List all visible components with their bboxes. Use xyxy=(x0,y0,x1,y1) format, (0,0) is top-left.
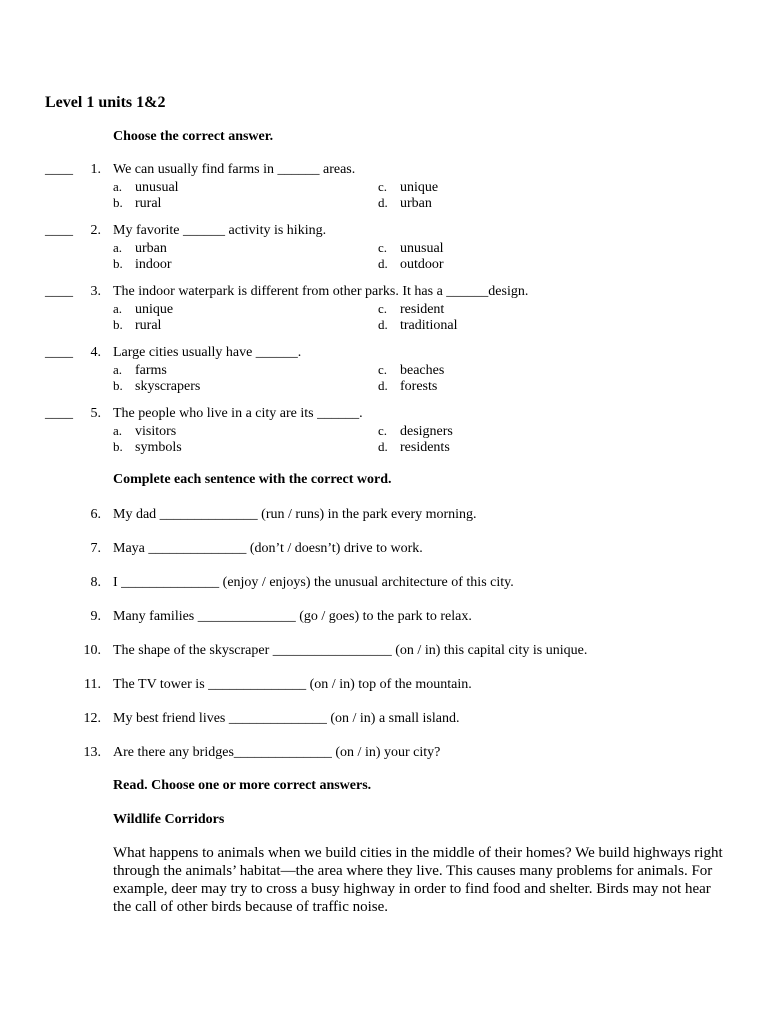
option-letter: c. xyxy=(378,179,388,194)
option-text: unusual xyxy=(400,241,444,256)
option-text: unusual xyxy=(135,180,179,195)
option-letter: b. xyxy=(113,317,123,332)
question-text: The people who live in a city are its ______. xyxy=(113,406,363,421)
option-letter: c. xyxy=(378,362,388,377)
option-letter: b. xyxy=(113,439,123,454)
question-text: The indoor waterpark is different from other parks. It has a ______design. xyxy=(113,284,529,299)
question-number: 5. xyxy=(90,406,101,421)
option-letter: d. xyxy=(378,256,388,271)
option-b xyxy=(113,255,172,273)
section3-instructions: Read. Choose one or more correct answers. xyxy=(113,778,372,793)
option-letter: b. xyxy=(113,195,123,210)
option-letter: a. xyxy=(113,423,123,438)
option-text: designers xyxy=(400,424,453,439)
option-letter: d. xyxy=(378,439,388,454)
option-text: rural xyxy=(135,196,162,211)
option-b xyxy=(113,377,200,395)
option-text: resident xyxy=(400,302,445,317)
sentence-text: My best friend lives ______________ (on / in) a small island. xyxy=(113,711,460,726)
option-d xyxy=(378,438,450,456)
option-text: skyscrapers xyxy=(135,379,201,394)
option-text: urban xyxy=(135,241,167,256)
question-text: My favorite ______ activity is hiking. xyxy=(113,223,327,238)
option-letter: c. xyxy=(378,423,388,438)
item-number: 6. xyxy=(90,507,101,522)
option-d xyxy=(378,377,437,395)
item-number: 7. xyxy=(90,541,101,556)
option-text: visitors xyxy=(135,424,177,439)
option-letter: d. xyxy=(378,195,388,210)
answer-blank[interactable]: ____ xyxy=(45,162,73,177)
option-letter: c. xyxy=(378,240,388,255)
sentence-text: Maya ______________ (don’t / doesn’t) drive to work. xyxy=(113,541,423,556)
section1-instructions: Choose the correct answer. xyxy=(113,129,274,144)
item-number: 13. xyxy=(83,745,101,760)
section2-instructions: Complete each sentence with the correct word. xyxy=(113,472,392,487)
answer-blank[interactable]: ____ xyxy=(45,284,73,299)
sentence-text: The TV tower is ______________ (on / in) top of the mountain. xyxy=(113,677,472,692)
option-text: forests xyxy=(400,379,438,394)
item-number: 10. xyxy=(83,643,101,658)
answer-blank[interactable]: ____ xyxy=(45,406,73,421)
item-number: 11. xyxy=(84,677,101,692)
page-title: Level 1 units 1&2 xyxy=(45,94,166,111)
option-text: farms xyxy=(135,363,167,378)
option-b xyxy=(113,194,161,212)
item-number: 12. xyxy=(83,711,101,726)
question-text: Large cities usually have ______. xyxy=(113,345,302,360)
option-letter: a. xyxy=(113,362,123,377)
option-b xyxy=(113,438,182,456)
option-letter: b. xyxy=(113,378,123,393)
option-text: traditional xyxy=(400,318,458,333)
option-text: rural xyxy=(135,318,162,333)
item-number: 9. xyxy=(90,609,101,624)
sentence-text: The shape of the skyscraper _________________ (on / in) this capital city is unique. xyxy=(113,643,588,658)
option-text: unique xyxy=(135,302,174,317)
option-letter: d. xyxy=(378,378,388,393)
option-d xyxy=(378,255,444,273)
sentence-text: My dad ______________ (run / runs) in the park every morning. xyxy=(113,507,477,522)
sentence-text: Many families ______________ (go / goes) to the park to relax. xyxy=(113,609,472,624)
answer-blank[interactable]: ____ xyxy=(45,345,73,360)
question-number: 2. xyxy=(90,223,101,238)
option-d xyxy=(378,316,458,334)
option-d xyxy=(378,194,432,212)
option-text: symbols xyxy=(135,440,182,455)
option-letter: a. xyxy=(113,301,123,316)
option-text: outdoor xyxy=(400,257,444,272)
option-letter: c. xyxy=(378,301,388,316)
sentence-text: Are there any bridges______________ (on / in) your city? xyxy=(113,745,441,760)
article-title: Wildlife Corridors xyxy=(113,812,225,827)
question-text: We can usually find farms in ______ areas. xyxy=(113,162,356,177)
option-text: beaches xyxy=(400,363,445,378)
question-number: 3. xyxy=(90,284,101,299)
reading-passage: What happens to animals when we build cities in the middle of their homes? We build highways right through the animals’ habitat—the area where they live. This causes many problems for animals. For example, deer may try to cross a busy highway in order to find food and shelter. Birds may not hear the call of other birds because of traffic noise. xyxy=(113,845,723,915)
answer-blank[interactable]: ____ xyxy=(45,223,73,238)
option-letter: b. xyxy=(113,256,123,271)
item-number: 8. xyxy=(90,575,101,590)
option-text: residents xyxy=(400,440,450,455)
option-text: indoor xyxy=(135,257,172,272)
option-text: urban xyxy=(400,196,432,211)
option-b xyxy=(113,316,161,334)
sentence-text: I ______________ (enjoy / enjoys) the unusual architecture of this city. xyxy=(113,575,514,590)
option-letter: a. xyxy=(113,179,123,194)
question-number: 4. xyxy=(90,345,101,360)
question-number: 1. xyxy=(90,162,101,177)
option-text: unique xyxy=(400,180,439,195)
option-letter: a. xyxy=(113,240,123,255)
option-letter: d. xyxy=(378,317,388,332)
